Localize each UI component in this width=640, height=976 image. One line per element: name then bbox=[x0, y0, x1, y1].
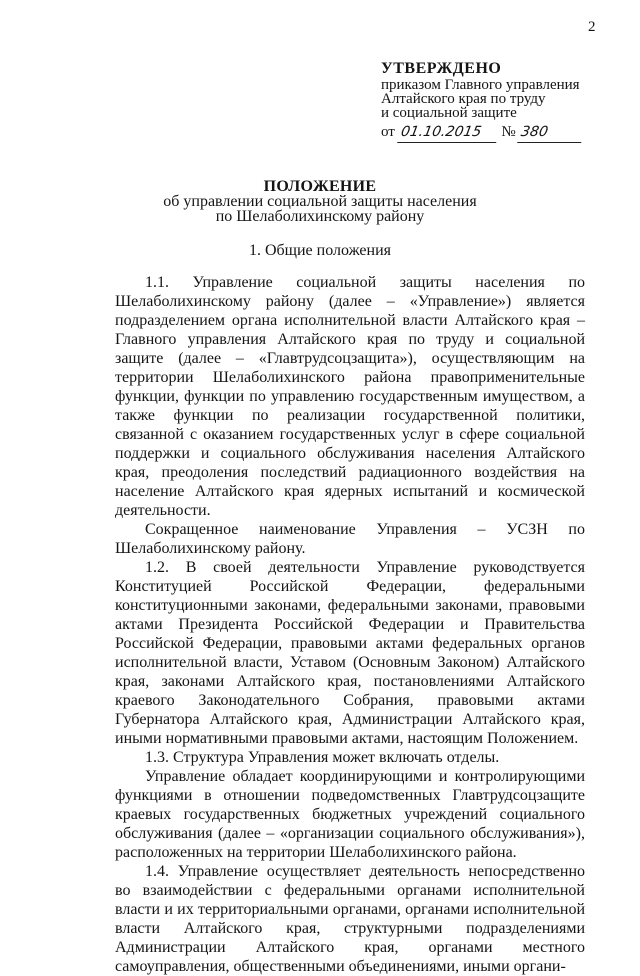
section-heading: 1. Общие положения bbox=[248, 242, 392, 259]
document-title: ПОЛОЖЕНИЕ bbox=[263, 178, 377, 195]
paragraph: 1.2. В своей деятельности Управление руководствуется Конституцией Российской Федерации, федеральными конституционными законами, федеральными законами, правовыми актами Президента Российской Федерации и Правительства Российской Федерации, правовыми актами федеральных органов исполнительной власти, Уставом (Основным Законом) Алтайского края, законами Алтайского края, постановлениями Алтайского краевого Законодательного Собрания, правовыми актами Губернатора Алтайского края, Администрации Алтайского края, иными нормативными правовыми актами, настоящим Положением. bbox=[115, 559, 585, 747]
paragraph: 1.4. Управление осуществляет деятельность непосредственно во взаимодействии с федеральными органами исполнительной власти и их территориальными органами, органами исполнительной власти Алтайского края, структурными подразделениями Администрации Алтайского края, органами местного самоуправления, общественными объединениями, иными органи- bbox=[115, 863, 585, 975]
paragraph: 1.1. Управление социальной защиты населения по Шелаболихинскому району (далее – «Управление») является подразделением органа исполнительной власти Алтайского края – Главного управления Алтайского края по труду и социальной защите (далее – «Главтрудсоцзащита»), осуществляющим на территории Шелаболихинского района правоприменительные функции, функции по управлению государственным имуществом, а также функции по реализации государственной политики, связанной с оказанием государственных услуг в сфере социальной поддержки и социального обслуживания населения Алтайского края, преодоления последствий радиационного воздействия на население Алтайского края ядерных испытаний и космической деятельности. bbox=[115, 274, 585, 519]
document-body bbox=[115, 273, 585, 976]
page-number: 2 bbox=[588, 19, 596, 35]
approval-title: УТВЕРЖДЕНО bbox=[381, 60, 502, 77]
subtitle-line: об управлении социальной защиты населения bbox=[163, 193, 477, 210]
approval-line: и социальной защите bbox=[381, 105, 517, 121]
subtitle-line: по Шелаболихинскому району bbox=[215, 208, 425, 225]
handwritten-date: 01.10.2015 bbox=[397, 122, 500, 143]
document-subtitle bbox=[0, 194, 640, 224]
handwritten-number: 380 bbox=[518, 122, 586, 143]
date-prefix: от bbox=[381, 124, 395, 140]
paragraph: Управление обладает координирующими и контролирующими функциями в отношении подведомственных Главтрудсоцзащите краевых государственных бюджетных учреждений социального обслуживания (далее – «организации социального обслуживания»), расположенных на территории Шелаболихинского района. bbox=[115, 768, 585, 861]
approval-line: приказом Главного управления bbox=[381, 77, 580, 93]
approval-line: Алтайского края по труду bbox=[381, 91, 546, 107]
approval-date-line bbox=[381, 122, 621, 143]
approval-stamp bbox=[381, 60, 621, 143]
paragraph: 1.3. Структура Управления может включать отделы. bbox=[145, 749, 500, 766]
number-label: № bbox=[501, 124, 516, 140]
paragraph: Сокращенное наименование Управления – УСЗН по Шелаболихинскому району. bbox=[115, 521, 585, 557]
